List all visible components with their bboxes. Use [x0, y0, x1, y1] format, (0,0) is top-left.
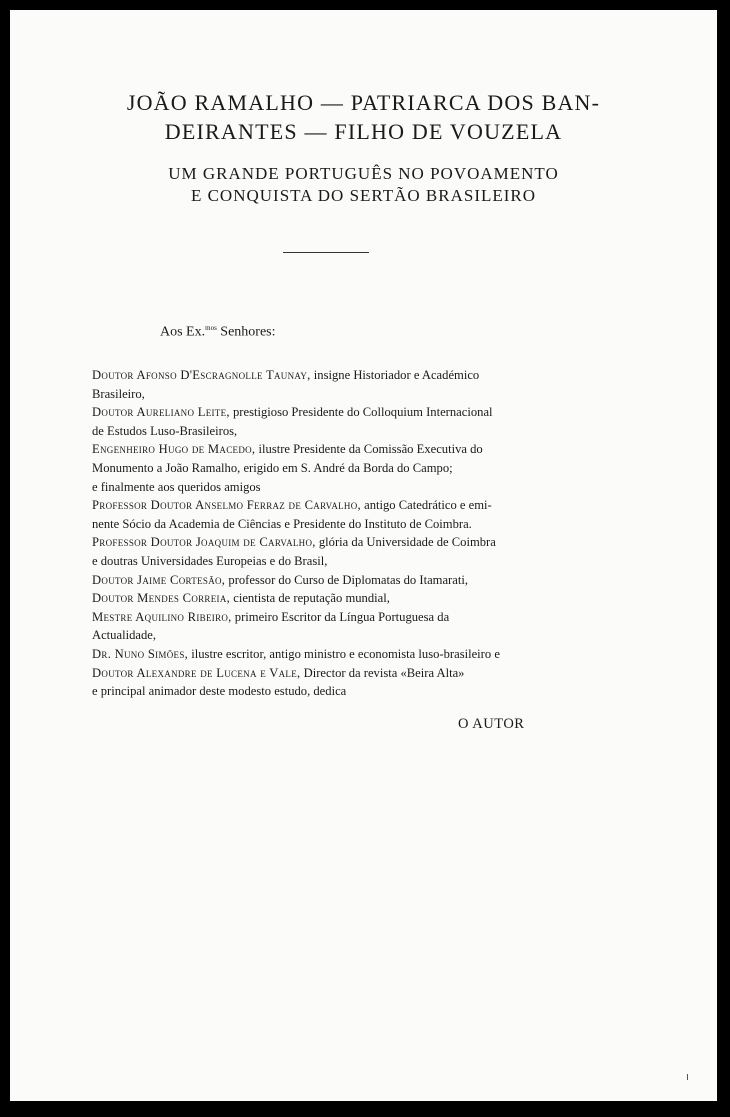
dedication-item [92, 403, 564, 440]
dedicatee-name: Doutor Aureliano Leite, [92, 405, 230, 420]
dedicatee-description: prestigioso Presidente do Colloquium Internacional [229, 405, 493, 420]
dedicatee-description: primeiro Escritor da Língua Portuguesa da [231, 609, 450, 624]
dedicatee-name: Dr. Nuno Simões, [92, 646, 189, 661]
salutation-suffix: Senhores: [220, 324, 276, 340]
dedication-item [92, 496, 564, 533]
dedicatee-continuation: de Estudos Luso-Brasileiros, [92, 423, 238, 438]
dedication-item [92, 608, 564, 645]
dedicatee-name: Engenheiro Hugo de Macedo, [92, 442, 256, 457]
dedicatee-description: cientista de reputação mundial, [230, 591, 390, 606]
author-signature: O AUTOR [458, 716, 525, 732]
salutation-superscript: mos [205, 324, 217, 332]
dedicatee-name: Professor Doutor Joaquim de Carvalho, [92, 535, 316, 550]
dedication-item [92, 664, 564, 701]
subtitle-line-2: E CONQUISTA DO SERTÃO BRASILEIRO [190, 186, 537, 205]
dedicatee-description: antigo Catedrático e emi- [360, 498, 492, 513]
dedication-item [92, 589, 564, 608]
salutation [160, 324, 276, 341]
title-line-1: JOÃO RAMALHO — PATRIARCA DOS BAN- [126, 90, 601, 115]
dedication-list [92, 366, 564, 701]
dedicatee-continuation: Monumento a João Ramalho, erigido em S. André da Borda do Campo; [92, 460, 453, 475]
title-line-2: DEIRANTES — FILHO DE VOUZELA [164, 119, 563, 144]
scan-mark [687, 1074, 688, 1080]
dedicatee-name: Doutor Mendes Correia, [92, 591, 231, 606]
document-page [10, 10, 717, 1101]
dedication-item [92, 645, 564, 664]
dedicatee-name: Doutor Alexandre de Lucena e Vale, [92, 665, 301, 680]
dedicatee-continuation: nente Sócio da Academia de Ciências e Presidente do Instituto de Coimbra. [92, 516, 472, 531]
dedication-item [92, 366, 564, 403]
subtitle-line-1: UM GRANDE PORTUGUÊS NO POVOAMENTO [168, 164, 559, 183]
divider-rule [283, 252, 369, 253]
dedication-item [92, 440, 564, 496]
dedicatee-description: professor do Curso de Diplomatas do Itamarati, [225, 572, 468, 587]
dedicatee-description: insigne Historiador e Académico [310, 368, 480, 382]
page-subtitle [10, 163, 717, 207]
dedicatee-name: Professor Doutor Anselmo Ferraz de Carvalho, [92, 498, 361, 513]
dedicatee-continuation: e principal animador deste modesto estudo, dedica [92, 684, 347, 699]
dedicatee-name: Doutor Jaime Cortesão, [92, 572, 226, 587]
dedicatee-description: ilustre escritor, antigo ministro e economista luso-brasileiro e [188, 646, 500, 661]
dedicatee-description: Director da revista «Beira Alta» [300, 665, 465, 680]
dedicatee-continuation: e doutras Universidades Europeias e do Brasil, [92, 553, 328, 568]
dedicatee-name: Doutor Afonso D'Escragnolle Taunay, [92, 368, 311, 382]
dedicatee-continuation-2: e finalmente aos queridos amigos [92, 479, 261, 494]
dedicatee-continuation: Brasileiro, [92, 386, 145, 401]
dedicatee-name: Mestre Aquilino Ribeiro, [92, 609, 232, 624]
dedicatee-description: ilustre Presidente da Comissão Executiva do [255, 442, 483, 457]
page-title [10, 88, 717, 146]
dedicatee-continuation: Actualidade, [92, 628, 156, 643]
salutation-prefix: Aos Ex. [160, 324, 206, 340]
dedication-item [92, 533, 564, 570]
dedication-item [92, 571, 564, 590]
dedicatee-description: glória da Universidade de Coimbra [315, 535, 496, 550]
